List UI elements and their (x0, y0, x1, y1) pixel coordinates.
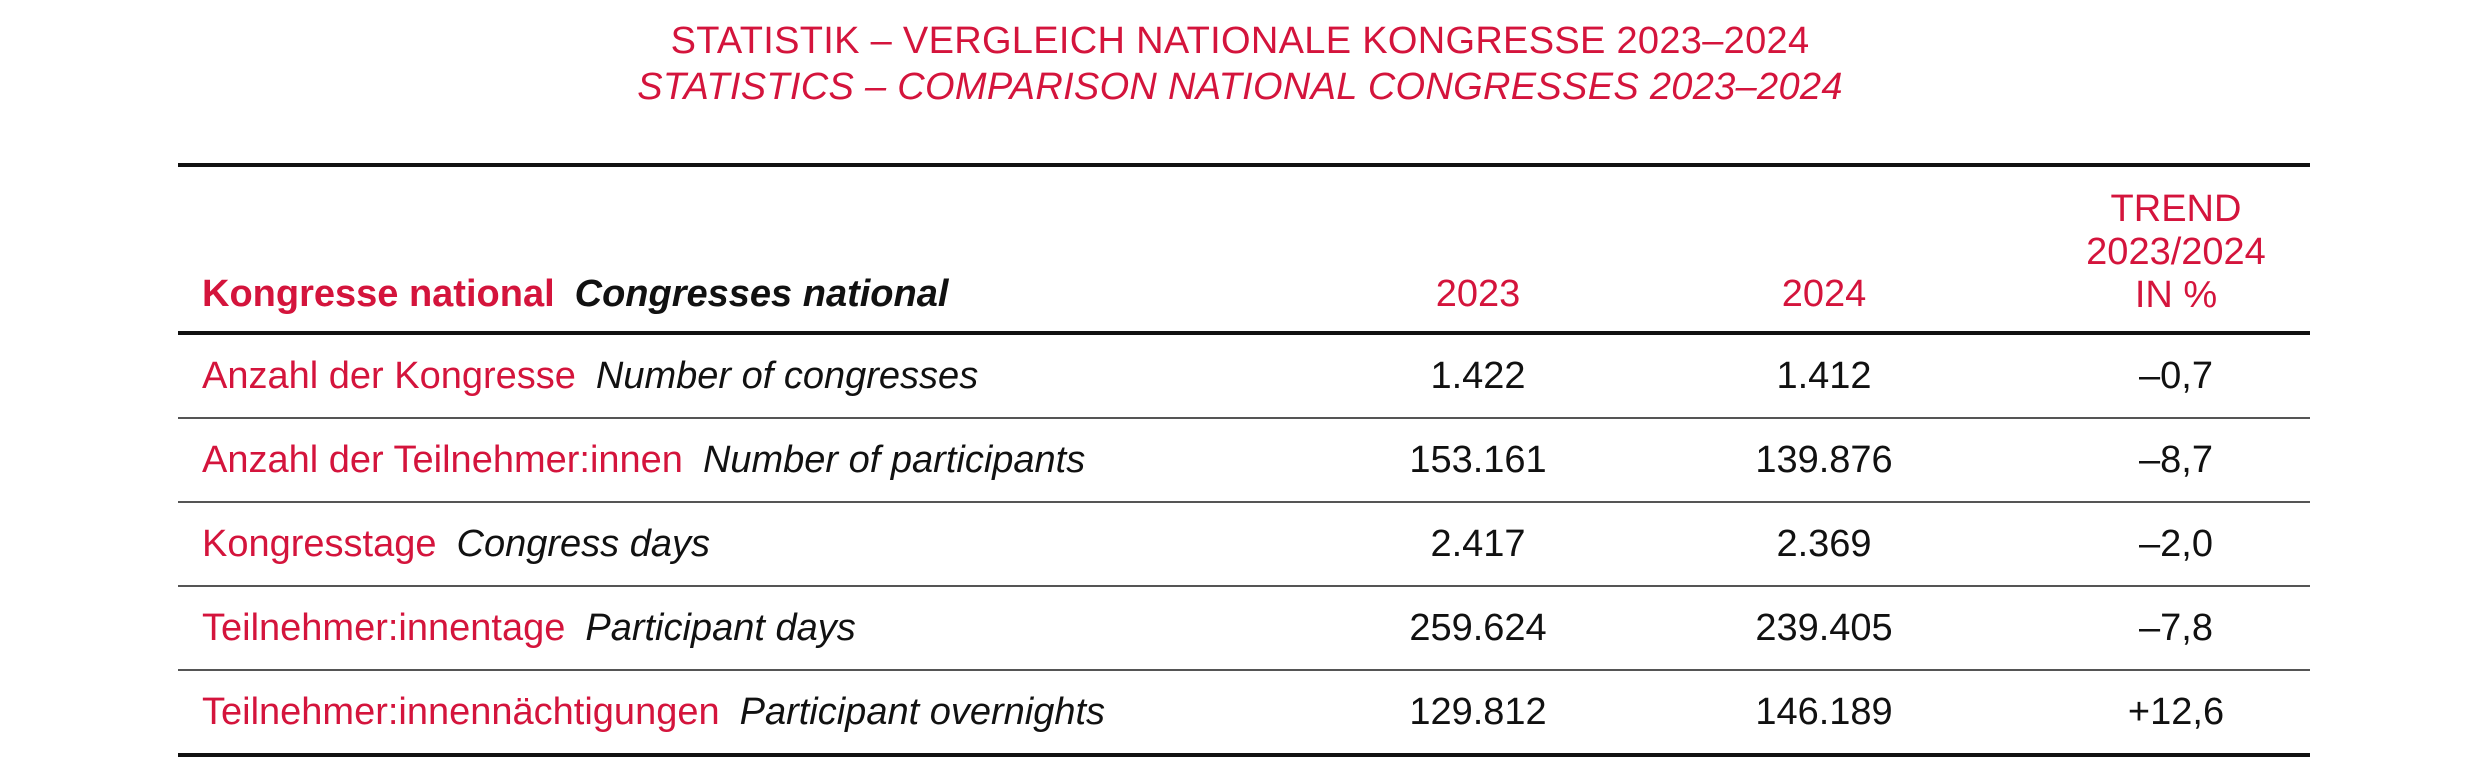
row-label-german: Anzahl der Teilnehmer:innen (202, 439, 683, 481)
row-label-english: Number of participants (702, 439, 1086, 481)
row-value-2024: 2.369 (1776, 523, 1872, 565)
row-label (202, 587, 856, 669)
row-label-english: Participant overnights (739, 691, 1106, 733)
row-trend: –7,8 (2139, 607, 2213, 649)
header-trend-line: TREND (2110, 188, 2242, 230)
statistics-table (178, 163, 2310, 757)
header-label-english: Congresses national (574, 273, 949, 315)
row-label-english: Participant days (585, 607, 856, 649)
row-value-2023: 153.161 (1409, 439, 1547, 481)
row-trend: –0,7 (2139, 355, 2213, 397)
table-header-row (178, 167, 2310, 331)
header-label (202, 271, 948, 317)
row-value-2023: 1.422 (1430, 355, 1526, 397)
row-label (202, 419, 1085, 501)
header-label-german: Kongresse national (202, 273, 555, 315)
row-value-2024: 1.412 (1776, 355, 1872, 397)
table-row (178, 503, 2310, 587)
table-row (178, 419, 2310, 503)
row-label (202, 671, 1105, 753)
row-label-german: Anzahl der Kongresse (202, 355, 576, 397)
row-value-2024: 139.876 (1755, 439, 1893, 481)
table-row (178, 671, 2310, 757)
row-label-german: Kongresstage (202, 523, 437, 565)
row-value-2024: 146.189 (1755, 691, 1893, 733)
title-english: STATISTICS – COMPARISON NATIONAL CONGRESSES 2023–2024 (637, 66, 1843, 108)
page-title (0, 18, 2480, 110)
row-value-2023: 2.417 (1430, 523, 1526, 565)
row-value-2024: 239.405 (1755, 607, 1893, 649)
header-col-2024: 2024 (1781, 273, 1867, 315)
row-label-english: Congress days (456, 523, 710, 565)
row-trend: –2,0 (2139, 523, 2213, 565)
row-value-2023: 259.624 (1409, 607, 1547, 649)
row-label (202, 503, 710, 585)
row-label-german: Teilnehmer:innennächtigungen (202, 691, 720, 733)
row-value-2023: 129.812 (1409, 691, 1547, 733)
row-label-german: Teilnehmer:innentage (202, 607, 566, 649)
header-col-trend (2056, 188, 2296, 317)
header-col-2023: 2023 (1435, 273, 1521, 315)
title-german: STATISTIK – VERGLEICH NATIONALE KONGRESSE 2023–2024 (670, 20, 1810, 62)
row-trend: +12,6 (2127, 691, 2225, 733)
row-label-english: Number of congresses (595, 355, 979, 397)
table-row (178, 335, 2310, 419)
row-label (202, 335, 978, 417)
header-trend-line: IN % (2134, 274, 2218, 316)
table-row (178, 587, 2310, 671)
header-trend-line: 2023/2024 (2086, 231, 2266, 273)
row-trend: –8,7 (2139, 439, 2213, 481)
